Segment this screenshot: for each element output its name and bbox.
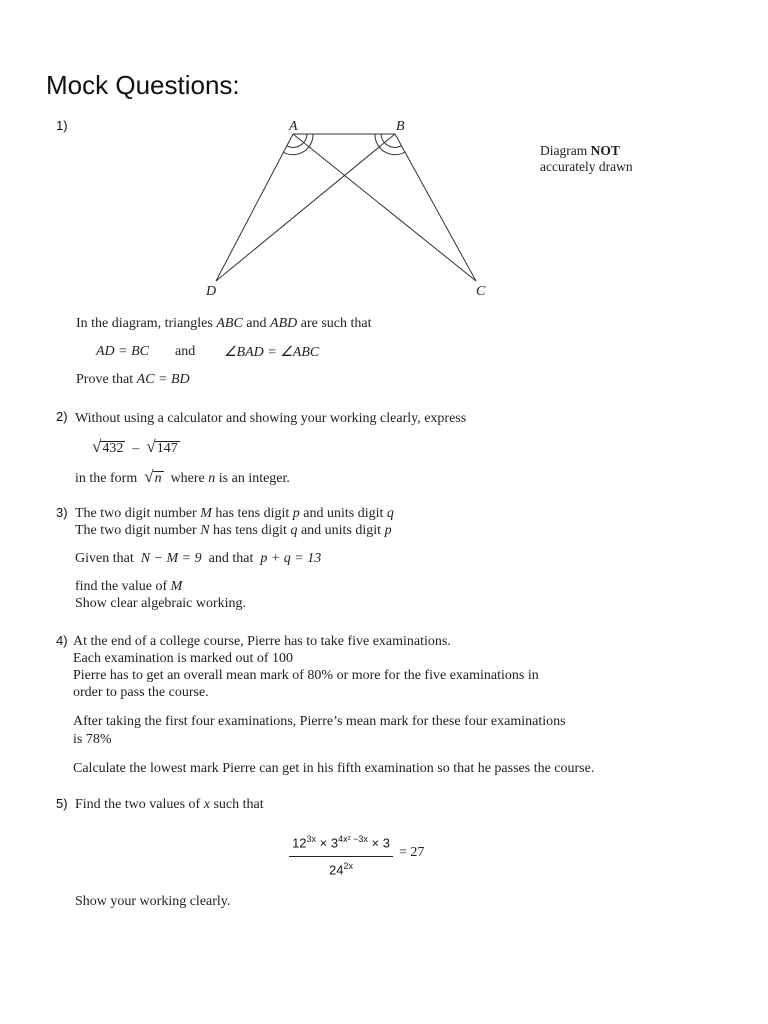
q5-numerator: $12^{3x} \times 3^{4x^2 -3x} \times 3$	[292, 834, 390, 851]
q1-prove: Prove that AC = BD	[76, 372, 190, 387]
q4-line4: order to pass the course.	[73, 685, 209, 700]
q3-given: Given that N − M = 9 and that p + q = 13	[75, 551, 322, 566]
question-3-number: 3)	[56, 505, 68, 520]
q5-equals: = 27	[399, 845, 425, 860]
vertex-label-b: B	[396, 119, 405, 134]
sqrt-symbol: √	[92, 437, 102, 456]
angle-arc-b	[381, 134, 401, 147]
q2-expression: √432 – √147	[92, 437, 178, 456]
sqrt-symbol: √	[146, 437, 156, 456]
question-4-number: 4)	[56, 633, 68, 648]
q3-line1: The two digit number M has tens digit p and units digit q	[75, 506, 394, 521]
q4-line7: Calculate the lowest mark Pierre can get in his fifth examination so that he passes the course.	[73, 761, 595, 776]
q5-show: Show your working clearly.	[75, 894, 231, 909]
q4-line3: Pierre has to get an overall mean mark of 80% or more for the five examinations in	[73, 668, 539, 683]
q5-fraction	[289, 834, 393, 878]
q2-line1: Without using a calculator and showing your working clearly, express	[75, 411, 467, 426]
segment-bc	[395, 134, 476, 281]
vertex-label-c: C	[476, 284, 486, 299]
vertex-label-d: D	[206, 284, 217, 299]
diagram-note-line1: Diagram NOT	[540, 143, 620, 158]
segment-ac	[293, 134, 476, 281]
q5-denominator: $24^{2x}$	[329, 861, 353, 878]
q1-condition-1: AD = BC	[96, 344, 149, 359]
segment-bd	[216, 134, 395, 281]
diagram-note-line2: accurately drawn	[540, 159, 633, 174]
q3-line2: The two digit number N has tens digit q and units digit p	[75, 523, 392, 538]
q3-find: find the value of M	[75, 579, 183, 594]
question-5-number: 5)	[56, 796, 68, 811]
page-title: Mock Questions:	[46, 70, 240, 100]
q4-line5: After taking the first four examinations, Pierre’s mean mark for these four examinations	[73, 714, 566, 729]
q5-line1: Find the two values of x such that	[75, 797, 264, 812]
sqrt-symbol: √	[144, 467, 154, 486]
q4-line2: Each examination is marked out of 100	[73, 651, 294, 666]
q3-show: Show clear algebraic working.	[75, 596, 247, 611]
q2-form: in the form √n where n is an integer.	[75, 467, 290, 486]
q1-intro: In the diagram, triangles ABC and ABD are such that	[76, 316, 372, 331]
fraction-bar	[289, 856, 393, 857]
question-1-number: 1)	[56, 118, 68, 133]
q4-line1: At the end of a college course, Pierre has to take five examinations.	[73, 634, 451, 649]
q4-line6: is 78%	[73, 732, 112, 747]
segment-ad	[216, 134, 293, 281]
triangle-diagram	[200, 115, 500, 305]
question-2-number: 2)	[56, 409, 68, 424]
vertex-label-a: A	[289, 119, 298, 134]
q1-condition-2: ∠BAD = ∠ABC	[224, 345, 320, 360]
q1-condition-and: and	[175, 344, 196, 359]
